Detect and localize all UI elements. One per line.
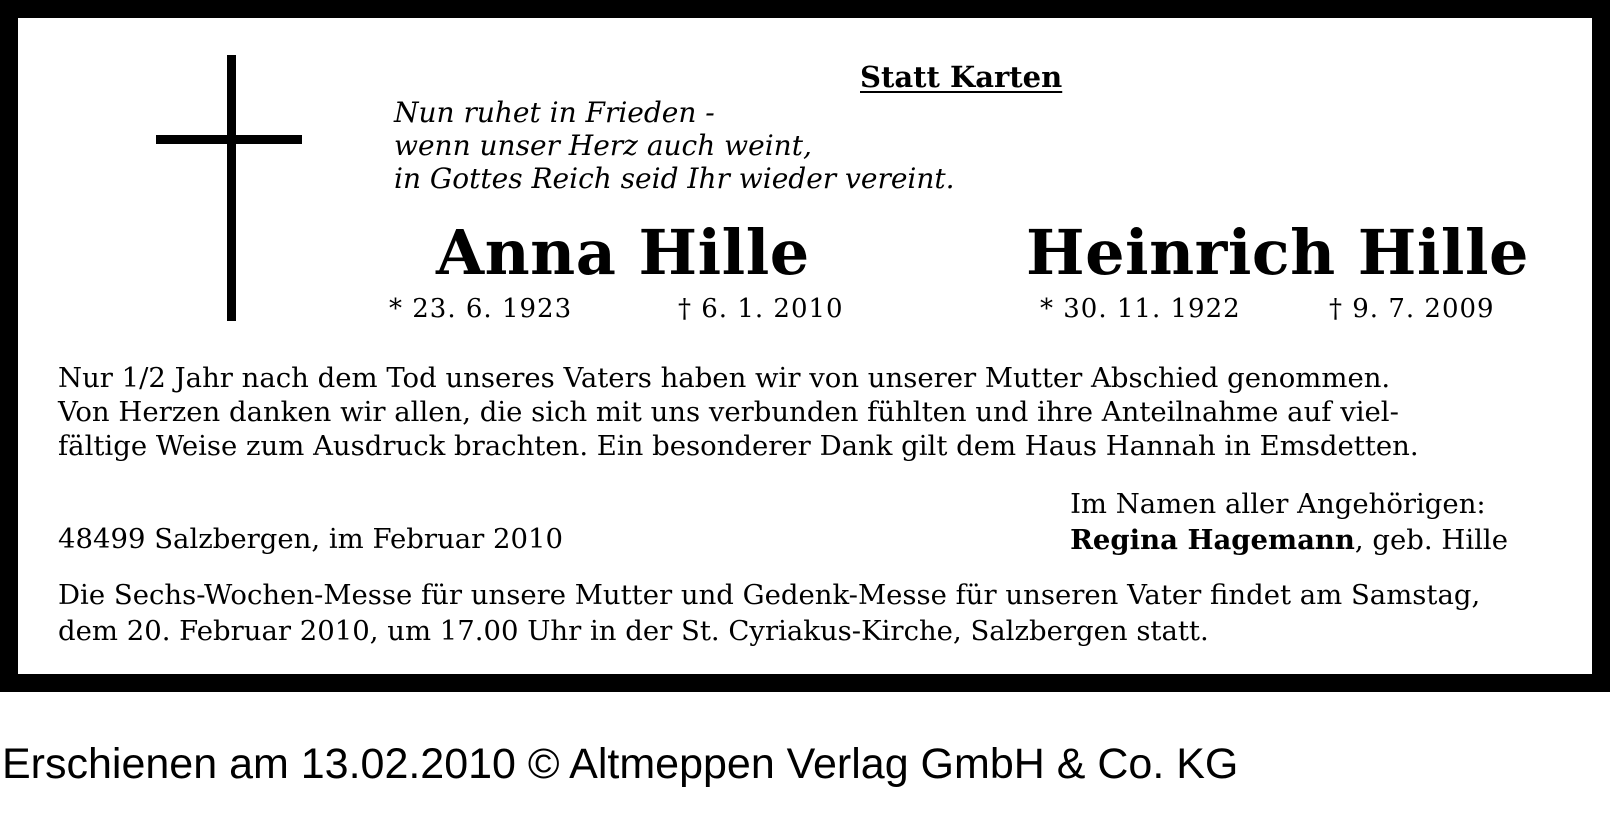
signature-name: Regina Hagemann — [1070, 524, 1355, 556]
signature-line — [1070, 522, 1508, 558]
cross-horizontal-bar — [156, 135, 302, 144]
poem — [394, 96, 955, 195]
poem-line: wenn unser Herz auch weint, — [394, 129, 812, 162]
main-message-line: Nur 1/2 Jahr nach dem Tod unseres Vaters haben wir von unserer Mutter Abschied genommen. — [58, 362, 1391, 394]
deceased-name-anna: Anna Hille — [436, 216, 810, 289]
place-date: 48499 Salzbergen, im Februar 2010 — [58, 523, 564, 555]
cross-vertical-bar — [227, 55, 236, 321]
main-message-line: fältige Weise zum Ausdruck brachten. Ein besonderer Dank gilt dem Haus Hannah in Emsdetten. — [58, 430, 1419, 462]
main-message — [58, 361, 1518, 463]
heinrich-death-date: † 9. 7. 2009 — [1329, 294, 1495, 324]
anna-death-date: † 6. 1. 2010 — [678, 294, 844, 324]
signature-suffix: , geb. Hille — [1354, 524, 1508, 556]
poem-line: in Gottes Reich seid Ihr wieder vereint. — [394, 162, 955, 195]
mass-announcement-line: dem 20. Februar 2010, um 17.00 Uhr in der St. Cyriakus-Kirche, Salzbergen statt. — [58, 615, 1209, 647]
deceased-name-heinrich: Heinrich Hille — [1026, 216, 1529, 289]
publication-footer: Erschienen am 13.02.2010 © Altmeppen Verlag GmbH & Co. KG — [2, 740, 1239, 788]
signature-block — [1070, 486, 1508, 558]
heinrich-birth-date: * 30. 11. 1922 — [1040, 294, 1241, 324]
notice-header: Statt Karten — [860, 60, 1063, 94]
main-message-line: Von Herzen danken wir allen, die sich mit uns verbunden fühlten und ihre Anteilnahme auf viel- — [58, 396, 1399, 428]
anna-birth-date: * 23. 6. 1923 — [389, 294, 573, 324]
mass-announcement — [58, 577, 1538, 649]
signature-intro: Im Namen aller Angehörigen: — [1070, 488, 1486, 520]
poem-line: Nun ruhet in Frieden - — [394, 96, 715, 129]
mass-announcement-line: Die Sechs-Wochen-Messe für unsere Mutter und Gedenk-Messe für unseren Vater findet am Samstag, — [58, 579, 1481, 611]
